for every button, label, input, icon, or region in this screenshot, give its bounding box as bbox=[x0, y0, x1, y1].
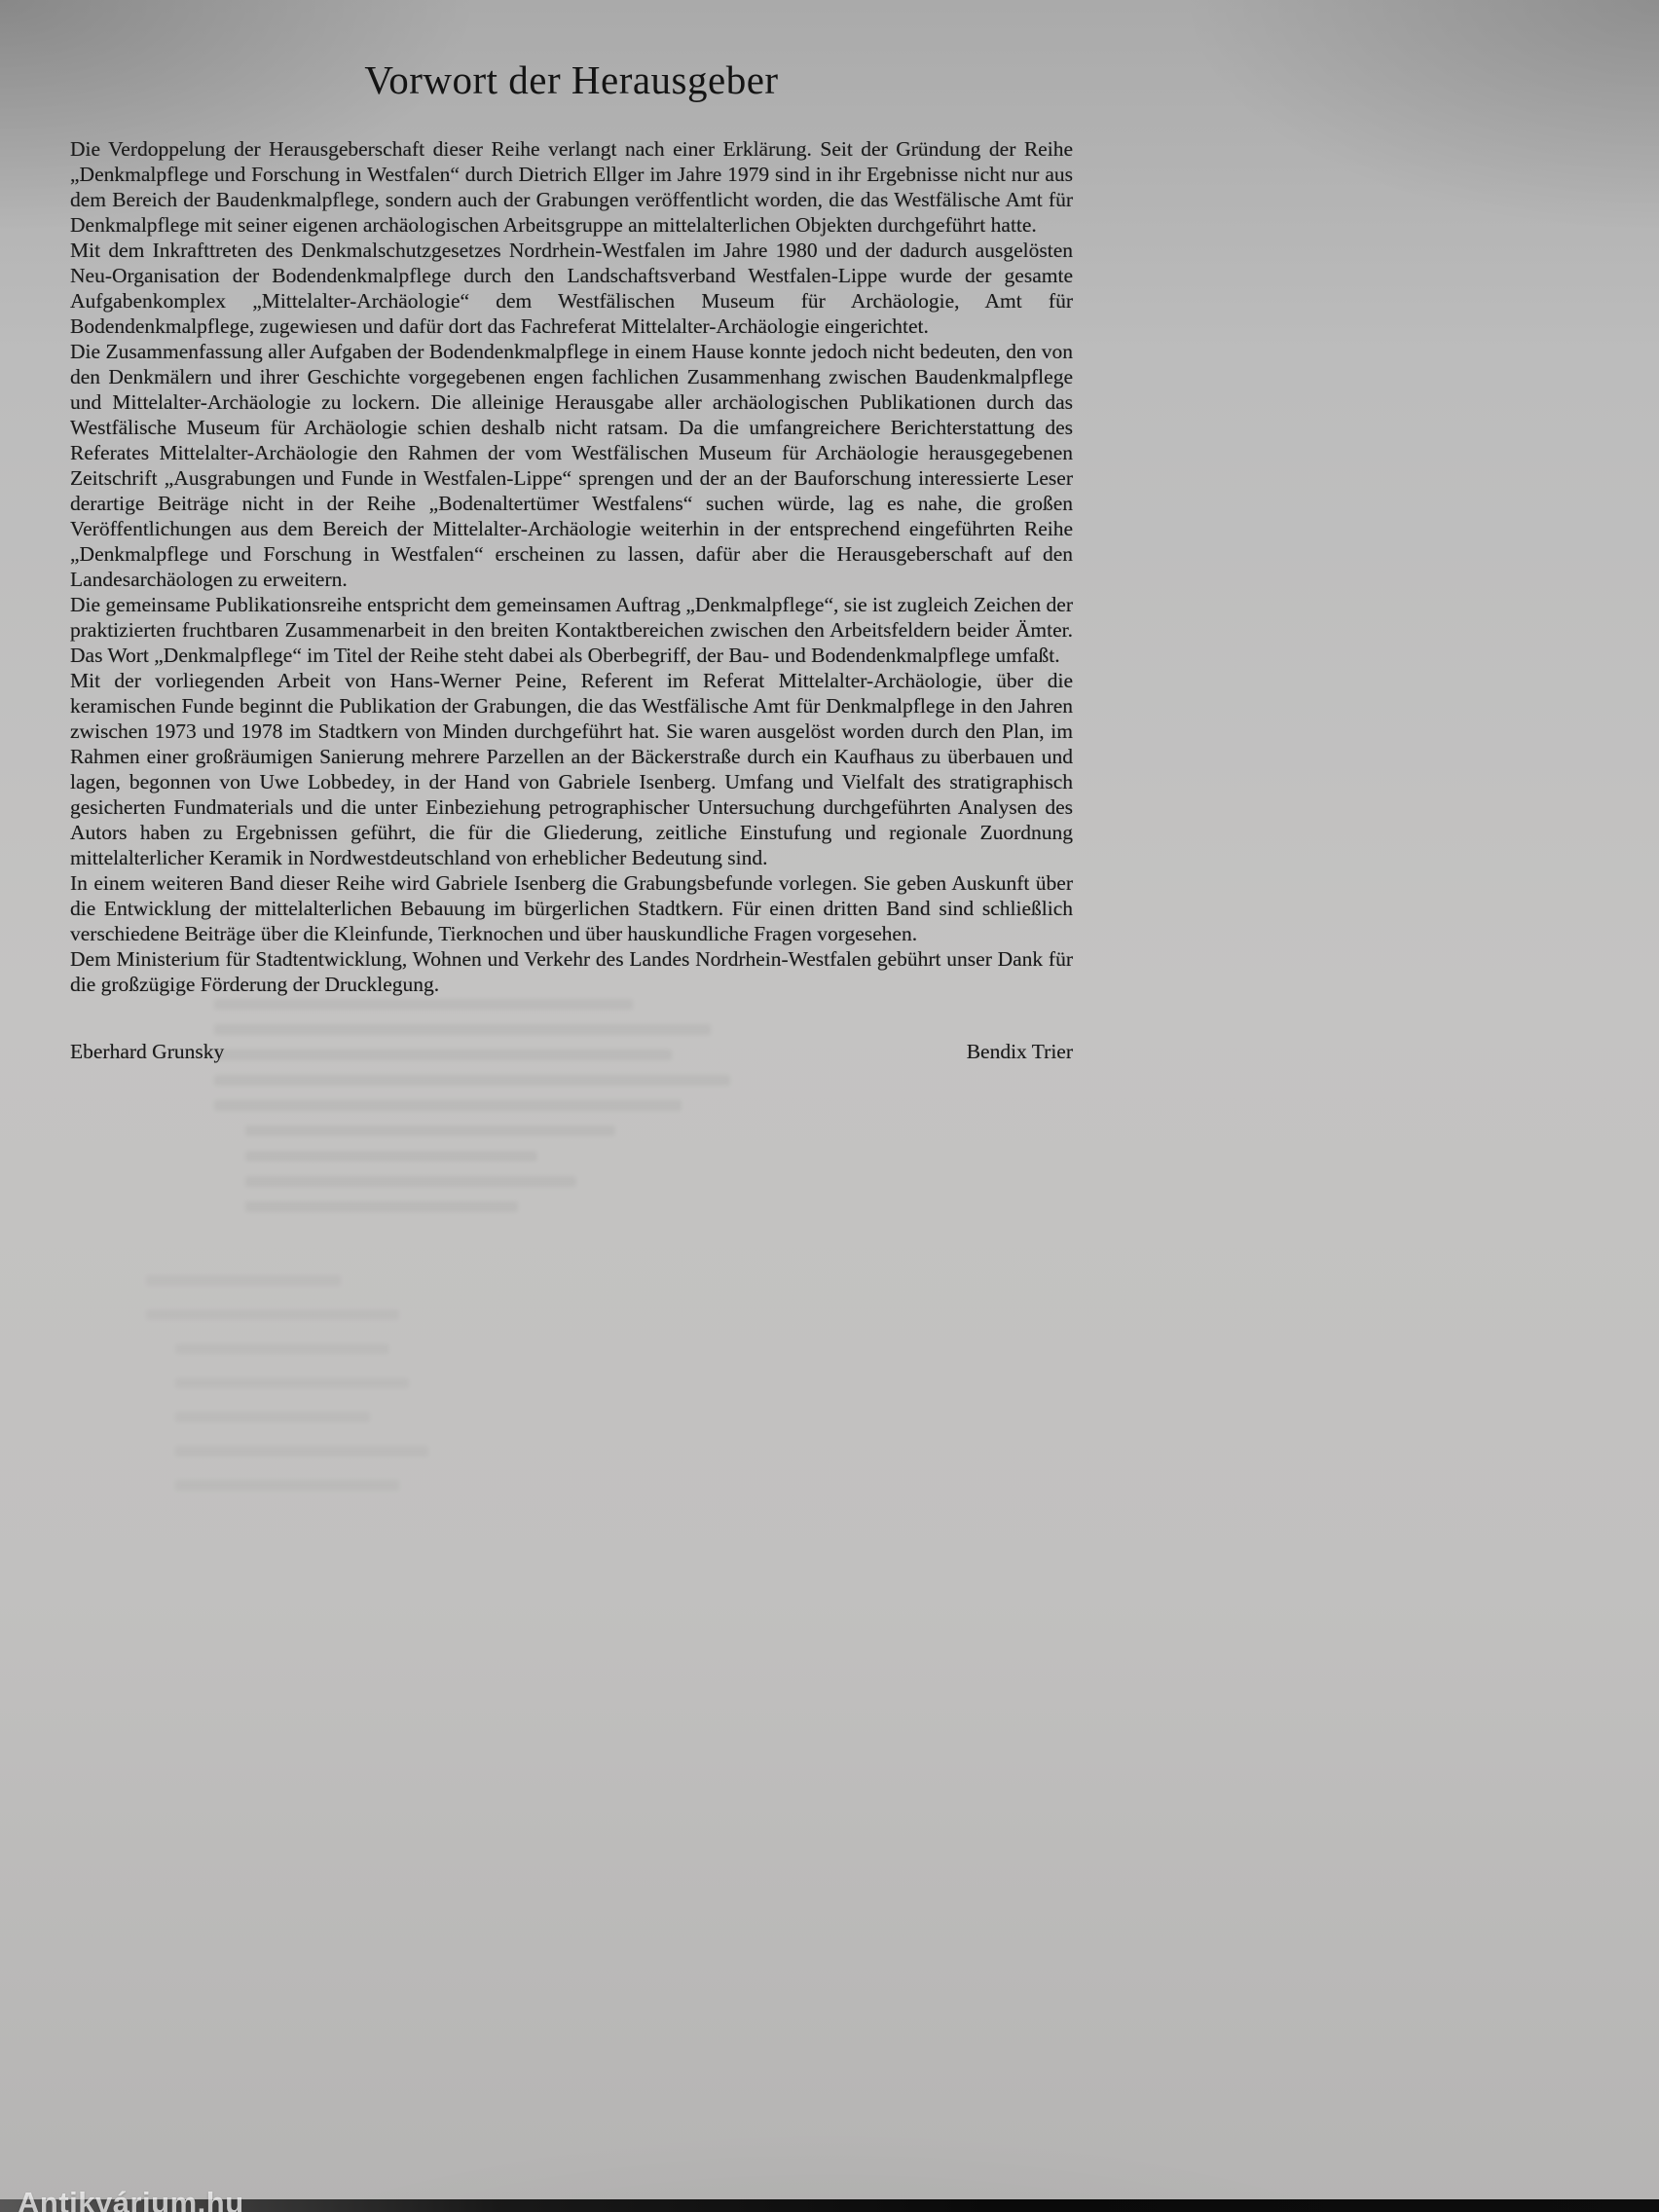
paragraph-6: In einem weiteren Band dieser Reihe wird Gabriele Isenberg die Grabungsbefunde vorlegen. Sie geben Auskunft über die Entwicklung der mittelalterlichen Bebauung im bürgerlichen Stadtkern. Für einen dritten Band sind schließlich verschiedene Beiträge über die Kleinfunde, Tierknochen und über hauskundliche Fragen vorgesehen. bbox=[70, 871, 1073, 945]
preface-body bbox=[70, 136, 1073, 997]
paragraph-3: Die Zusammenfassung aller Aufgaben der Bodendenkmalpflege in einem Hause konnte jedoch nicht bedeuten, den von den Denkmälern und ihrer Geschichte vorgegebenen engen fachlichen Zusammenhang zwischen Baudenkmalpflege und Mittelalter-Archäologie zu lockern. Die alleinige Herausgabe aller archäologischen Publikationen durch das Westfälische Museum für Archäologie schien deshalb nicht ratsam. Da die umfangreichere Berichterstattung des Referates Mittelalter-Archäologie den Rahmen der vom Westfälischen Museum für Archäologie herausgegebenen Zeitschrift „Ausgrabungen und Funde in Westfalen-Lippe“ sprengen und der an der Bauforschung interessierte Leser derartige Beiträge nicht in der Reihe „Bodenaltertümer Westfalens“ suchen würde, lag es nahe, die großen Veröffentlichungen aus dem Bereich der Mittelalter-Archäologie weiterhin in der entsprechend eingeführten Reihe „Denkmalpflege und Forschung in Westfalen“ erscheinen zu lassen, dafür aber die Herausgeberschaft auf den Landesarchäologen zu erweitern. bbox=[70, 340, 1073, 591]
paragraph-1: Die Verdoppelung der Herausgeberschaft dieser Reihe verlangt nach einer Erklärung. Seit der Gründung der Reihe „Denkmalpflege und Forschung in Westfalen“ durch Dietrich Ellger im Jahre 1979 sind in ihr Ergebnisse nicht nur aus dem Bereich der Baudenkmalpflege, sondern auch der Grabungen veröffentlicht worden, die das Westfälische Amt für Denkmalpflege mit seiner eigenen archäologischen Arbeitsgruppe an mittelalterlichen Objekten durchgeführt hatte. bbox=[70, 137, 1073, 237]
signature-left: Eberhard Grunsky bbox=[70, 1040, 225, 1063]
signature-right: Bendix Trier bbox=[966, 1040, 1073, 1063]
scan-edge-strip bbox=[0, 2199, 1659, 2212]
paragraph-5: Mit der vorliegenden Arbeit von Hans-Werner Peine, Referent im Referat Mittelalter-Archäologie, über die keramischen Funde beginnt die Publikation der Grabungen, die das Westfälische Amt für Denkmalpflege in den Jahren zwischen 1973 und 1978 im Stadtkern von Minden durchgeführt hat. Sie waren ausgelöst worden durch den Plan, im Rahmen einer großräumigen Sanierung mehrere Parzellen an der Bäckerstraße durch ein Kaufhaus zu überbauen und lagen, begonnen von Uwe Lobbedey, in der Hand von Gabriele Isenberg. Umfang und Vielfalt des stratigraphisch gesicherten Fundmaterials und die unter Einbeziehung petrographischer Untersuchung durchgeführten Analysen des Autors haben zu Ergebnissen geführt, die für die Gliederung, zeitliche Einstufung und regionale Zuordnung mittelalterlicher Keramik in Nordwestdeutschland von erheblicher Bedeutung sind. bbox=[70, 669, 1073, 869]
paragraph-4: Die gemeinsame Publikationsreihe entspricht dem gemeinsamen Auftrag „Denkmalpflege“, sie ist zugleich Zeichen der praktizierten fruchtbaren Zusammenarbeit in den breiten Kontaktbereichen zwischen den Arbeitsfeldern beider Ämter. Das Wort „Denkmalpflege“ im Titel der Reihe steht dabei als Oberbegriff, der Bau- und Bodendenkmalpflege umfaßt. bbox=[70, 593, 1073, 667]
watermark: Antikvárium.hu bbox=[18, 2186, 244, 2212]
text-block bbox=[70, 56, 1073, 1064]
paragraph-7: Dem Ministerium für Stadtentwicklung, Wohnen und Verkehr des Landes Nordrhein-Westfalen gebührt unser Dank für die großzügige Förderung der Drucklegung. bbox=[70, 947, 1073, 996]
paragraph-2: Mit dem Inkrafttreten des Denkmalschutzgesetzes Nordrhein-Westfalen im Jahre 1980 und der dadurch ausgelösten Neu-Organisation der Bodendenkmalpflege durch den Landschaftsverband Westfalen-Lippe wurde der gesamte Aufgabenkomplex „Mittelalter-Archäologie“ dem Westfälischen Museum für Archäologie, Amt für Bodendenkmalpflege, zugewiesen und dafür dort das Fachreferat Mittelalter-Archäologie eingerichtet. bbox=[70, 239, 1073, 338]
page-title: Vorwort der Herausgeber bbox=[364, 57, 779, 102]
